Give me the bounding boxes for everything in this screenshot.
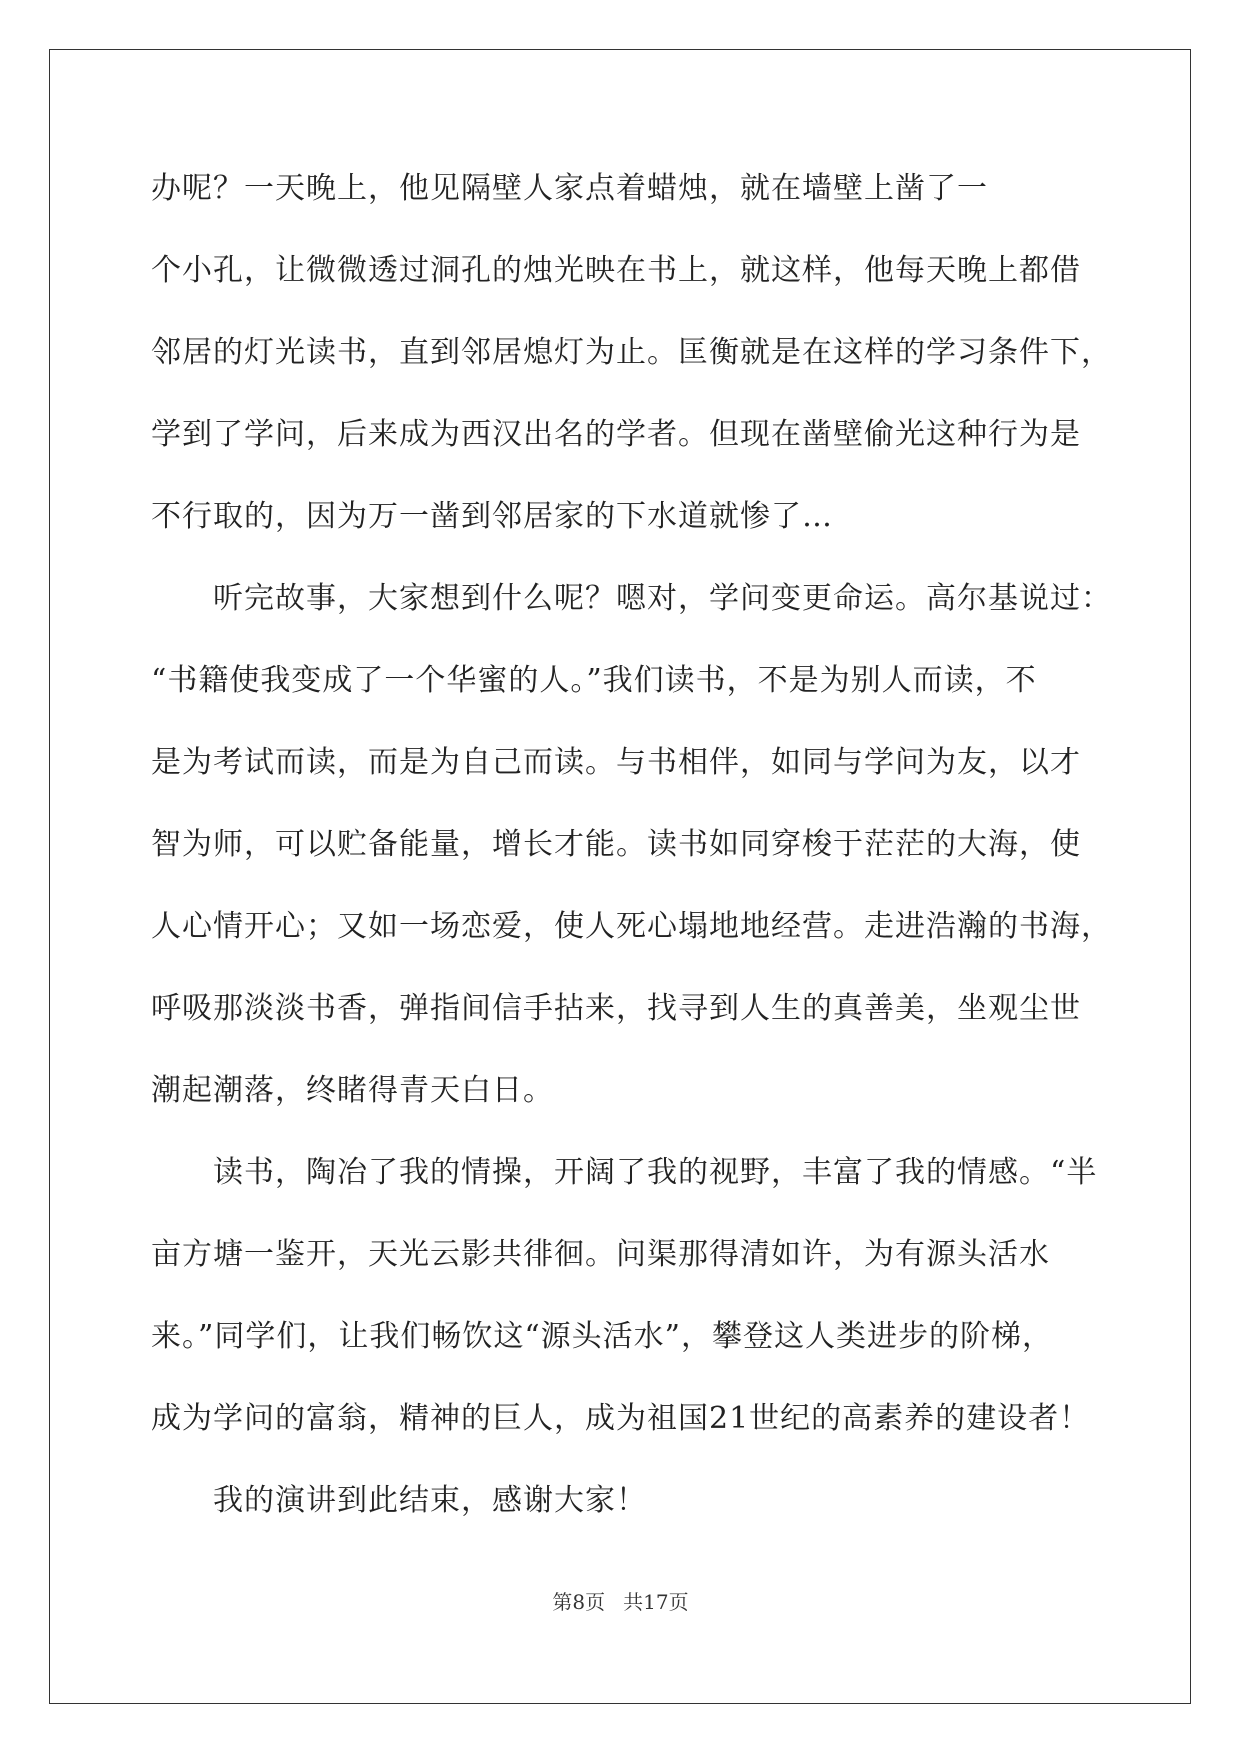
text-line: 成为学问的富翁，精神的巨人，成为祖国21世纪的高素养的建设者！ bbox=[151, 1401, 1091, 1436]
text-line: “书籍使我变成了一个华蜜的人。”我们读书，不是为别人而读，不 bbox=[151, 663, 1037, 698]
text-line: 呼吸那淡淡书香，弹指间信手拈来，找寻到人生的真善美，坐观尘世 bbox=[151, 991, 1081, 1026]
text-line: 学到了学问，后来成为西汉出名的学者。但现在凿壁偷光这种行为是 bbox=[151, 417, 1081, 452]
text-line: 不行取的，因为万一凿到邻居家的下水道就惨了… bbox=[151, 499, 833, 534]
text-line: 潮起潮落，终睹得青天白日。 bbox=[151, 1073, 554, 1108]
paragraph-start-line: 我的演讲到此结束，感谢大家！ bbox=[213, 1483, 647, 1518]
paragraph-start-line: 听完故事，大家想到什么呢？嗯对，学问变更命运。高尔基说过： bbox=[213, 581, 1112, 616]
text-line: 是为考试而读，而是为自己而读。与书相伴，如同与学问为友，以才 bbox=[151, 745, 1081, 780]
text-line: 办呢？一天晚上，他见隔壁人家点着蜡烛，就在墙壁上凿了一 bbox=[151, 171, 988, 206]
page-number-current: 第8页 bbox=[552, 1590, 606, 1614]
text-line: 人心情开心；又如一场恋爱，使人死心塌地地经营。走进浩瀚的书海， bbox=[151, 909, 1112, 944]
paragraph-start-line: 读书，陶冶了我的情操，开阔了我的视野，丰富了我的情感。“半 bbox=[213, 1155, 1098, 1190]
text-line: 智为师，可以贮备能量，增长才能。读书如同穿梭于茫茫的大海，使 bbox=[151, 827, 1081, 862]
text-line: 个小孔，让微微透过洞孔的烛光映在书上，就这样，他每天晚上都借 bbox=[151, 253, 1081, 288]
text-line: 邻居的灯光读书，直到邻居熄灯为止。匡衡就是在这样的学习条件下， bbox=[151, 335, 1112, 370]
text-line: 来。”同学们，让我们畅饮这“源头活水”，攀登这人类进步的阶梯， bbox=[151, 1319, 1054, 1354]
page-number-total: 共17页 bbox=[623, 1590, 689, 1614]
page-footer bbox=[0, 1586, 1241, 1615]
document-body bbox=[151, 148, 1112, 1542]
text-line: 亩方塘一鉴开，天光云影共徘徊。问渠那得清如许，为有源头活水 bbox=[151, 1237, 1050, 1272]
